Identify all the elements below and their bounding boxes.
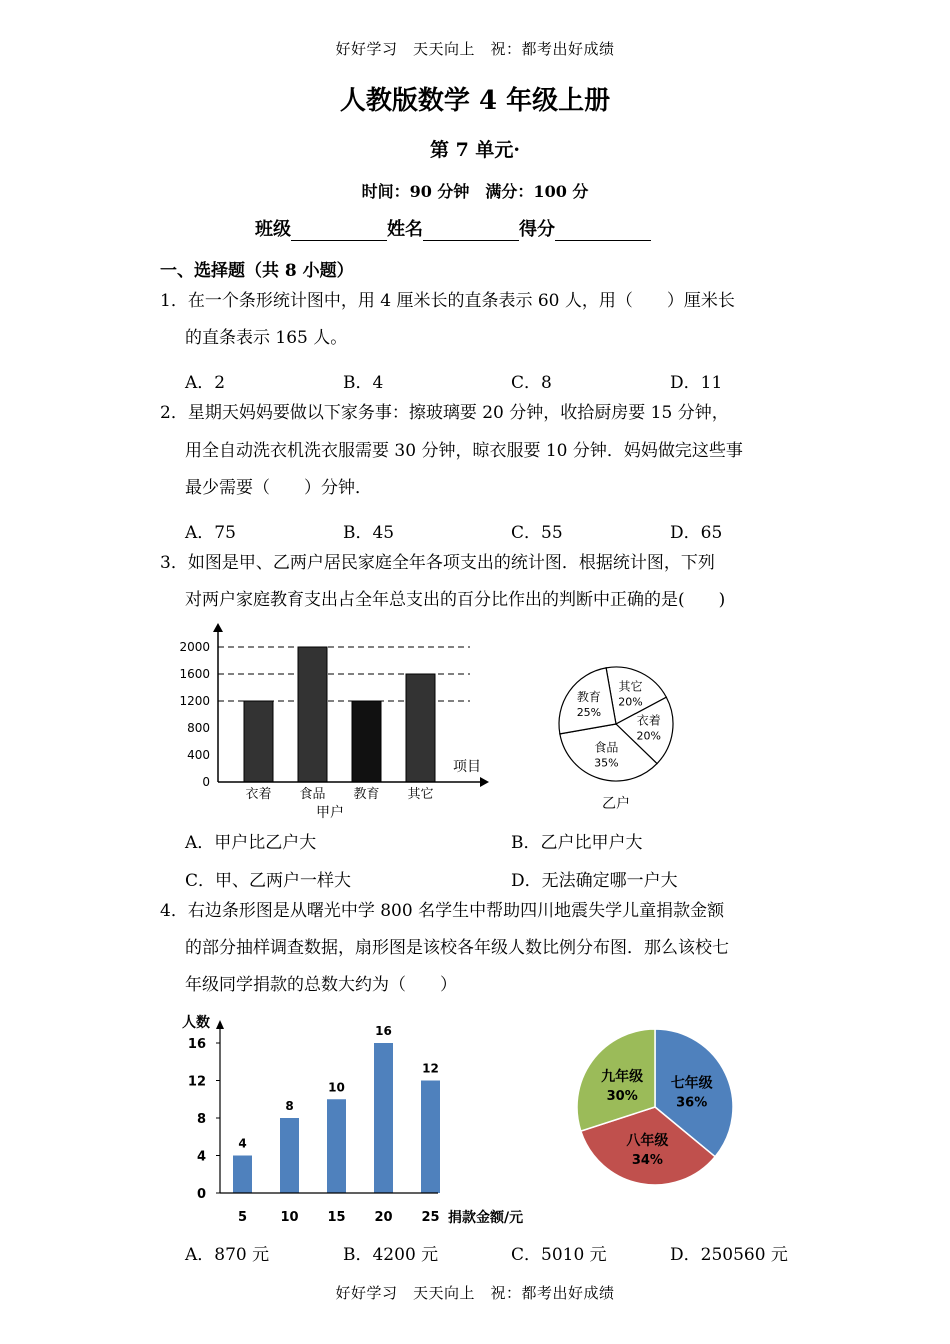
question-line: 用全自动洗衣机洗衣服需要 30 分钟，晾衣服要 10 分钟．妈妈做完这些事 [185,441,743,461]
option-d: D．11 [670,373,723,393]
slice-label: 食品 [594,740,619,755]
y-tick-label: 800 [187,721,210,735]
slice-label: 教育 [576,690,601,705]
question-line: 年级同学捐款的总数大约为（ ） [185,975,457,995]
x-tick-label: 25 [421,1210,440,1225]
question-line: 3．如图是甲、乙两户居民家庭全年各项支出的统计图．根据统计图，下列 [160,553,715,573]
slice-label: 衣着 [636,713,661,728]
slice-value-label: 20% [618,695,643,709]
bar-chart-donation [170,1005,550,1230]
unit-title: 第 7 单元· [429,139,521,161]
y-tick-label: 1600 [179,667,210,681]
data-label: 4 [238,1136,247,1151]
question-line: 4．右边条形图是从曙光中学 800 名学生中帮助四川地震失学儿童捐款金额 [160,901,725,921]
bar [298,647,327,782]
slice-label: 其它 [618,679,643,694]
option-b: B．4 [343,373,384,393]
page-header: 好好学习 天天向上 祝：都考出好成绩 [335,40,615,58]
bar [374,1043,393,1193]
score-blank[interactable] [555,222,651,241]
y-axis-arrow-icon [213,623,223,632]
x-axis-arrow-icon [480,777,489,787]
bar [233,1156,252,1194]
y-tick-label: 0 [196,1187,206,1202]
slice-value-label: 35% [594,756,619,770]
name-blank[interactable] [423,222,519,241]
exam-meta: 时间：90 分钟 满分：100 分 [361,182,589,201]
class-label: 班级 [255,219,291,240]
slice-value-label: 25% [576,706,602,720]
option-b: B．45 [343,523,395,543]
x-tick-label: 15 [327,1210,346,1225]
option-d: D．无法确定哪一户大 [511,871,678,891]
slice-value-label: 34% [631,1152,663,1168]
y-tick-label: 1200 [179,694,210,708]
y-axis-arrow-icon [216,1020,224,1029]
y-tick-label: 8 [196,1112,206,1127]
page-footer: 好好学习 天天向上 祝：都考出好成绩 [335,1284,615,1302]
question-line: 1．在一个条形统计图中，用 4 厘米长的直条表示 60 人，用（ ）厘米长 [160,291,735,311]
option-a: A．75 [185,523,236,543]
bar [352,701,381,782]
slice-value-label: 36% [676,1095,708,1111]
bar [327,1099,346,1193]
y-tick-label: 4 [196,1149,206,1165]
option-d: D．250560 元 [670,1245,788,1265]
bar [406,674,435,782]
y-axis-label: 人数 [182,1015,210,1031]
option-c: C．甲、乙两户一样大 [185,871,352,891]
option-a: A．870 元 [185,1245,270,1265]
y-tick-label: 2000 [179,640,210,654]
section-heading: 一、选择题（共 8 小题） [160,261,354,281]
y-tick-label: 16 [187,1037,206,1052]
x-axis-label: 项目 [453,759,481,775]
name-label: 姓名 [387,219,423,240]
x-tick-label: 食品 [299,787,326,802]
data-label: 12 [422,1061,439,1076]
question-line: 的部分抽样调查数据，扇形图是该校各年级人数比例分布图．那么该校七 [185,938,729,958]
option-c: C．55 [511,523,563,543]
y-tick-label: 0 [202,775,210,789]
student-info [255,215,651,241]
x-tick-label: 10 [280,1210,299,1225]
data-label: 16 [375,1024,392,1038]
x-axis-label: 捐款金额/元 [448,1210,524,1226]
chart-title: 甲户 [316,805,344,821]
slice-label: 七年级 [670,1075,713,1092]
option-b: B．4200 元 [343,1245,439,1265]
data-label: 8 [285,1099,294,1113]
slice-value-label: 30% [606,1089,638,1105]
score-label: 得分 [519,219,555,240]
option-a: A．甲户比乙户大 [185,833,317,853]
slice-label: 九年级 [601,1069,644,1086]
x-tick-label: 5 [237,1210,248,1225]
pie-chart-grades [575,1025,735,1190]
bar-chart-jia [170,620,500,825]
slice-value-label: 20% [636,729,661,743]
x-tick-label: 20 [374,1210,393,1225]
option-d: D．65 [670,523,723,543]
option-c: C．5010 元 [511,1245,607,1265]
option-c: C．8 [511,373,552,393]
question-line: 对两户家庭教育支出占全年总支出的百分比作出的判断中正确的是( ) [185,590,726,610]
chart-title: 乙户 [602,796,630,812]
pie-chart-yi [548,660,698,820]
option-a: A．2 [185,373,226,393]
class-blank[interactable] [291,222,387,241]
question-line: 的直条表示 165 人。 [185,328,348,348]
question-line: 最少需要（ ）分钟． [185,478,372,498]
option-b: B．乙户比甲户大 [511,833,643,853]
slice-label: 八年级 [626,1132,669,1149]
page-title: 人教版数学 4 年级上册 [339,86,611,116]
x-tick-label: 其它 [407,787,434,802]
x-tick-label: 衣着 [245,787,272,802]
x-tick-label: 教育 [353,787,380,802]
bar [280,1118,299,1193]
bar [244,701,273,782]
y-tick-label: 400 [187,748,210,762]
data-label: 10 [328,1080,345,1095]
question-line: 2．星期天妈妈要做以下家务事：擦玻璃要 20 分钟，收拾厨房要 15 分钟， [160,403,729,423]
bar [421,1081,440,1194]
y-tick-label: 12 [187,1074,206,1090]
